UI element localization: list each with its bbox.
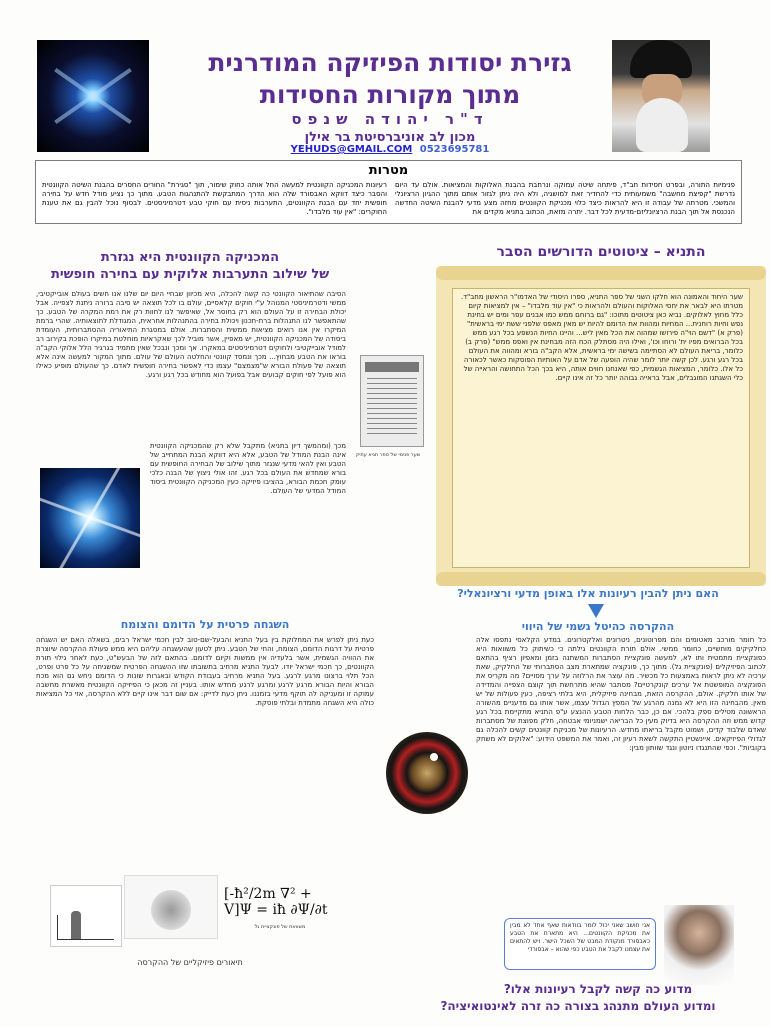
title-line-1: גזירת יסודות הפיזיקה המודרנית xyxy=(208,48,572,77)
abstract-box xyxy=(35,160,742,224)
tanya-body: שער היחוד והאמונה הוא חלקו השני של ספר התניא, ספרו היסודי של האדמו"ר הראשון מחב"ד. מטרתו היא לבאר את יחסי האלוקות והעולם ולהראות כי "אין עוד מלבדו" – אין למציאות קיום כלל מחוץ לאלוקים. נביא כאן ציטוטים מתוכו: "גם ברוחם ממש כמו אבנים עפר ומים יש בחינת נפש וחיות רוחנית... המחיות ומהוות את הדומם להיות יש מאין מאפס שלפני ששת ימי בראשית" (פרק א) "דשם הוי"ה פירושו שמהוה את הכל מאין ליש... והיינו החיות הנשפע בכל רגע ממש בכל הברואים מפיו ית' ורוחו וכו', ואילו היה מסתלק הכח הזה מבחינת אין ואפס ממש" (פרק ב) כלומר, בריאת העולם לא הסתיימה בשישה ימי בראשית, אלא הקב"ה בורא ומהווה את העולם בכל רגע ורגע. לכן קשה יותר לומר שהיה הופעה של אדם על האותיות הפוסקות כאשר לכאורה כל אלו. כלומר, המציאות הגשמית, כפי שאנחנו חווים אותה, היא בכך הכל התחושה והראייה של כלי השגתנו המוגבלים, אבל בראייה גבוהה יותר כל זה אינו קיים. xyxy=(460,293,743,382)
title-line-2: מתוך מקורות החסידות xyxy=(259,80,521,109)
tanya-book-image xyxy=(360,355,424,447)
figures-caption: תיאורים פיזיקליים של ההקרסה xyxy=(137,958,243,967)
abstract-col-right: פנימיות התורה, ובפרט חסידות חב"ד, פיתחה שיטה עמוקה ונרחבת בהבנת האלוקות והמציאות. אולם עד היום נדרשת "קפיצת מחשבה" משמעותית כדי להחדיר זאת למושגיה, ולא היה ניתן לגזור אותם מתוך ההגיון הרציונלי והמשכי. מטרתה של עבודה זו היא להראות כיצד כלוי מכניקת הקוונטים מחזה מצע מדעי להבנת השיטה החדשה הנכנסת אל תוך הבנת הרציונליזם-מדעית לכל דבר. יתרה מזאת, הכתוב בתניא מקדים את xyxy=(395,181,735,216)
contact-line xyxy=(170,144,610,155)
abstract-col-left: רעיונות המכניקה הקוונטית למעשה החל אותה כחוק שימור, תוך "סגירת" החורים החסרים בהבנת השיטה הקוונטית והסבר כיצד דווקא האבסורד שלה הוא הדרך המתבקשת להתנהגות הטבע. מתוך כך נציע מודל חדש על בחירה חופשית יחד עם הבנת הקוונטים, התערבות ניסית עם חוקי טבע דטרמיניסטים. לבסוף נוכל להבין גם את טענת החוקרים: "אין עוד מלבדו". xyxy=(42,181,387,216)
copenhagen-figure xyxy=(124,875,218,939)
equation-caption: משוואת של פונקציית גל xyxy=(254,924,306,930)
einstein-portrait xyxy=(664,905,734,985)
providence-title: השגחה פרטית על הדומם והצומח xyxy=(120,618,290,631)
roulette-ball xyxy=(430,753,438,761)
tanya-title: התניא – ציטוטים הדורשים הסבר xyxy=(496,244,706,260)
reality-body: כל חומר מורכב מאטומים והם מפרוטונים, ניטרונים ואלקטרונים. במדע הקלאסי נתפסו אלה כחלקיקים מוחשיים, כחומר ממשי. אולם תורת הקוונטים גילתה כי כשיתוק כל משוואות היא כפונקציית מתמטית ותו לא, למעשה פונקציית הסתברות המשתנה בזמן ומאפיון רציף בהתאם לכתוב הפיזיקלים (פונקציית גל). מתוך כך, פונקציה שמתארת מצב הסתברותי של החלקיק, שאת ערכיה לא ניתן לראות באמצעות כל מכשיר. מה עוצר את הרלוזה על ערך מסויים? מה מקריס את הפונקציה המופשטת אל ערכים קונקרטיים? מסתבר שהיא מתרחשת תוך קוצם הצפייה והמדידה של אותו חלקיק. אולם, ההקרסה הזאת, מבחינה פיזיקלית, היא בלתי רציפה, כעין פעולות של יש מאין. מהבחינה הזו היא לא נמנה מהרגע של המפץ הגדול עצמו, אשר אותו גם מדעניים מהשורה הראשונה מטילים ספק בלהכי. אם כן, כבר הלחות הטבע ההנצע ע"פ התניא מתקיימת בכל רגע קדוש ממש וזה ההקרסה היא בדיוק מעין כל הבריאה ישמניומי אבטחה, חלק מפוצת של מסתברות שאדם שלבוד קדים, ושמוט מקבל בריאתו מחדש. הרעיונות של מכניקת קוונטים קשים להכלה גם לגדולי הפיזיקאים. איינשטיין התקשה לשאת רעיון זה, ואמר את המשפט הידוע: "אלוקים לא משחק בקוביות". וכפי שהתנגדו ניוטון ונגד שוותון מבין: xyxy=(476,636,766,752)
email-link[interactable]: YEHUDS@GMAIL.COM xyxy=(290,144,413,155)
author-name: ד"ר יהודה שנפס xyxy=(291,110,489,128)
arrow-down-icon xyxy=(588,604,604,618)
light-explosion-image xyxy=(40,468,140,568)
phone: 0523695781 xyxy=(419,144,490,155)
rational-question: האם ניתן להבין רעיונות אלו באופן מדעי ורציונאלי? xyxy=(457,587,719,600)
quantum-body-2: מכך (ומהמשך דיון בתניא) מתקבל שלא רק שהמכניקה הקוונטית אינה הבנת המודל של הטבע, אלא היא דווקא הבנת המתחייב של הטבע ואין להאי מדעי שנגזר מתוך שילוב של הבחירה החופשית עם בורא שמחדש את העולם בכל רגע. זהו אולי ניצוץ של הבנה כלכי עומק חכמת הבורא, בהציבו פיזיקה כעין המכניקה הקוונטית ביסוד המודל המדעי של העולם. xyxy=(150,442,346,495)
affiliation: מכון לב אוניברסיטת בר אילן xyxy=(304,130,476,145)
tanya-scroll xyxy=(436,266,766,586)
quantum-title-1: המכניקה הקוונטית היא נגזרת xyxy=(100,250,280,265)
roulette-wheel-image xyxy=(386,732,468,814)
quantum-title-2: של שילוב התערבות אלוקית עם בחירה חופשית xyxy=(50,267,330,282)
portrait-image xyxy=(612,40,710,152)
einstein-quote: אני חושב שאני יכול לומר בוודאות שאף אחד לא מבין את מכניקת הקוונטים... היא מתארת את הטבע כאבסורד מנקודת המבט של השכל הישר. ויש להתאים את עצמנו לקבל את הטבע כפי שהוא – אבסורדי xyxy=(504,918,656,970)
book-caption: שער פנימי של ספר תניא עתיק xyxy=(355,452,421,458)
quantum-body: הסיבה שהתיאור הקוונטי כה קשה להכלה, היא מכיוון שבחיי היום יום שלנו אנו חשים בעולם אובייקטיבי, ממשי ודטרמיניסטי המנוהל ע"י חוקים קלאסיים, עולם בו לכל תוצאה יש סיבה ברורה ניתנת לצפייה. אבל יכולת הבחירה זו על העולם הוא רק בחוסר אל, שאיפשר לנו לחוות רק את רמת המקרה של הטבע. כך שהתאפשר לנו התנהלות ברת-תכנון ויכולת בחירה בהתנהלות אחראית, המגודלת לתוצאותיה. שהרי ברמת המיקרו אין אנו רואים מציאות ממשית והסתברות. אולם במסגרת התיאוריה ההסתברותית, העומדת ביסודה של המכניקה הקוונטית, יש מאפיין, אשר מוביל לכך שאקראיות מוחלטת במיקרו הופכת בקירוב רב למודל אובייקטיבי ולחוקים דטרמיניסטים במאקרו. אך ומכך ונבכל שאין מתמיד בגרגיר הלל אלוקי הקב"ה בוראו את הטבע מבחוץ... מכך ונמסד קוונטי והחלטה העולם של עולם. מתוך המקור למעשה אינה אלא תוצאה של פעולת הבורא ש"מצמצם" עצמו כדי לאפשר בחירה חופשית לאדם. כך שהעולם מופיע כאילו הוא פועל לפי חוקים קבועים אבל בפועל הוא מחודש בכל רגע ורגע. xyxy=(36,290,346,379)
final-question-2: ומדוע העולם מתנהג בצורה כה זרה לאינטואיציה? xyxy=(440,999,716,1013)
abstract-title: מטרות xyxy=(368,163,409,178)
schrodinger-equation: [-ħ²/2m ∇² + V]Ψ = iħ ∂Ψ/∂t xyxy=(224,886,328,918)
reality-title: ההקרסה כהיטל גשמי של היווי xyxy=(521,620,675,633)
probability-graph-image xyxy=(50,885,122,947)
galaxy-image xyxy=(37,40,149,152)
providence-body: כעת ניתן לפרש את המחלוקת בין בעל התניא והבעל-שם-טוב לבין חכמי ישראל רבים, בשאלה האם יש השגחה פרטית על דרגות הדומם, הצומח, והחי של הטבע. ניתן לטעון שהעשגחה עליהם היא ממש פעולת ההקרסה שיוצרת את ההוויה הגשמית, אשר בלעדיה אין ממשות וקיום לדומם. בהתאם לזה של הבעש"ט, כעת לאחר גילוי תורת הקוונטים, כך חכמי ישראל יודו. לבעל התניא מרחיב בתשובתו שזו ההשגחה הפרטית שמשגיחה על כל פרט ופרט, הכל תלוי ברצונו מרגע לרגע. בעל התניא מרחיב בעבודת הקודש ובאגרות שונות כי הדומם ניחש גם הוא מכח הבורא והיות הבורא מרגע לרגע ומרגע לרגע מחדש אותו. בעניין זה מכאן כי הפיזיקה הקוונטית מאשרת מחשבה עמוקה זו ומעניקה לה תוקף מדעי בזמננו. ניתן כעת לדייק: אם שום דבר אינו קיים ללא ההקרסה, אזי כל המציאות כולה היא השגחה מתמדת ובלתי פוסקת. xyxy=(36,636,374,707)
final-question-1: מדוע כה קשה לקבל רעיונות אלו? xyxy=(503,982,693,996)
